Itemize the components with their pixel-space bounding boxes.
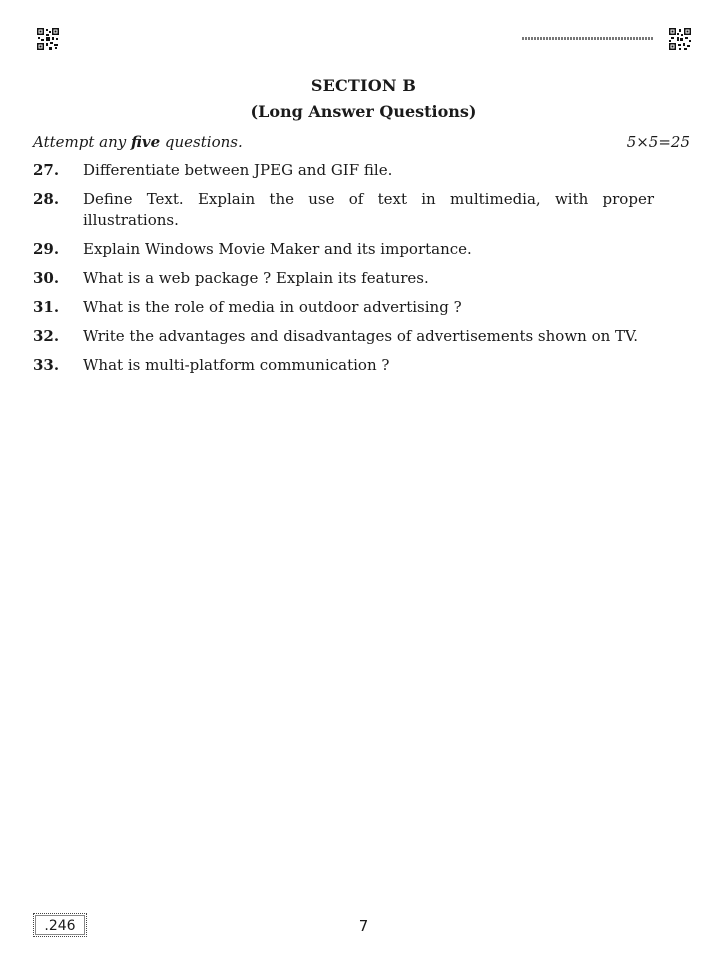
section-title: SECTION B — [310, 76, 417, 95]
question-text: Explain Windows Movie Maker and its importance. — [83, 240, 472, 258]
question-item — [33, 189, 654, 231]
question-number: 27. — [33, 161, 60, 179]
instruction-text — [33, 133, 243, 151]
question-text: Differentiate between JPEG and GIF file. — [83, 161, 393, 179]
question-item — [33, 239, 654, 260]
question-text: Write the advantages and disadvantages of advertisements shown on TV. — [83, 327, 639, 345]
question-item — [33, 326, 654, 347]
qr-code-icon — [37, 28, 59, 50]
question-number: 30. — [33, 269, 60, 287]
question-number: 33. — [33, 356, 60, 374]
question-item — [33, 160, 654, 181]
question-number: 28. — [33, 190, 60, 208]
question-text: What is a web package ? Explain its features. — [83, 269, 429, 287]
qr-code-icon — [669, 28, 691, 50]
question-text: Define Text. Explain the use of text in multimedia, with proper illustrations. — [83, 190, 654, 229]
question-item — [33, 355, 654, 376]
marks-allocation: 5×5=25 — [626, 133, 690, 151]
page-number: 7 — [358, 917, 369, 935]
question-number: 31. — [33, 298, 60, 316]
question-number: 32. — [33, 327, 60, 345]
instruction-suffix: questions. — [160, 133, 243, 151]
section-subtitle: (Long Answer Questions) — [250, 102, 477, 121]
header-divider-line — [522, 37, 654, 40]
question-text: What is the role of media in outdoor advertising ? — [83, 298, 462, 316]
question-text: What is multi-platform communication ? — [83, 356, 390, 374]
question-item — [33, 268, 654, 289]
question-item — [33, 297, 654, 318]
question-number: 29. — [33, 240, 60, 258]
instruction-emphasis: five — [130, 133, 161, 151]
instruction-prefix: Attempt any — [33, 133, 131, 151]
paper-code-box: .246 — [33, 913, 87, 937]
question-list — [33, 160, 654, 384]
